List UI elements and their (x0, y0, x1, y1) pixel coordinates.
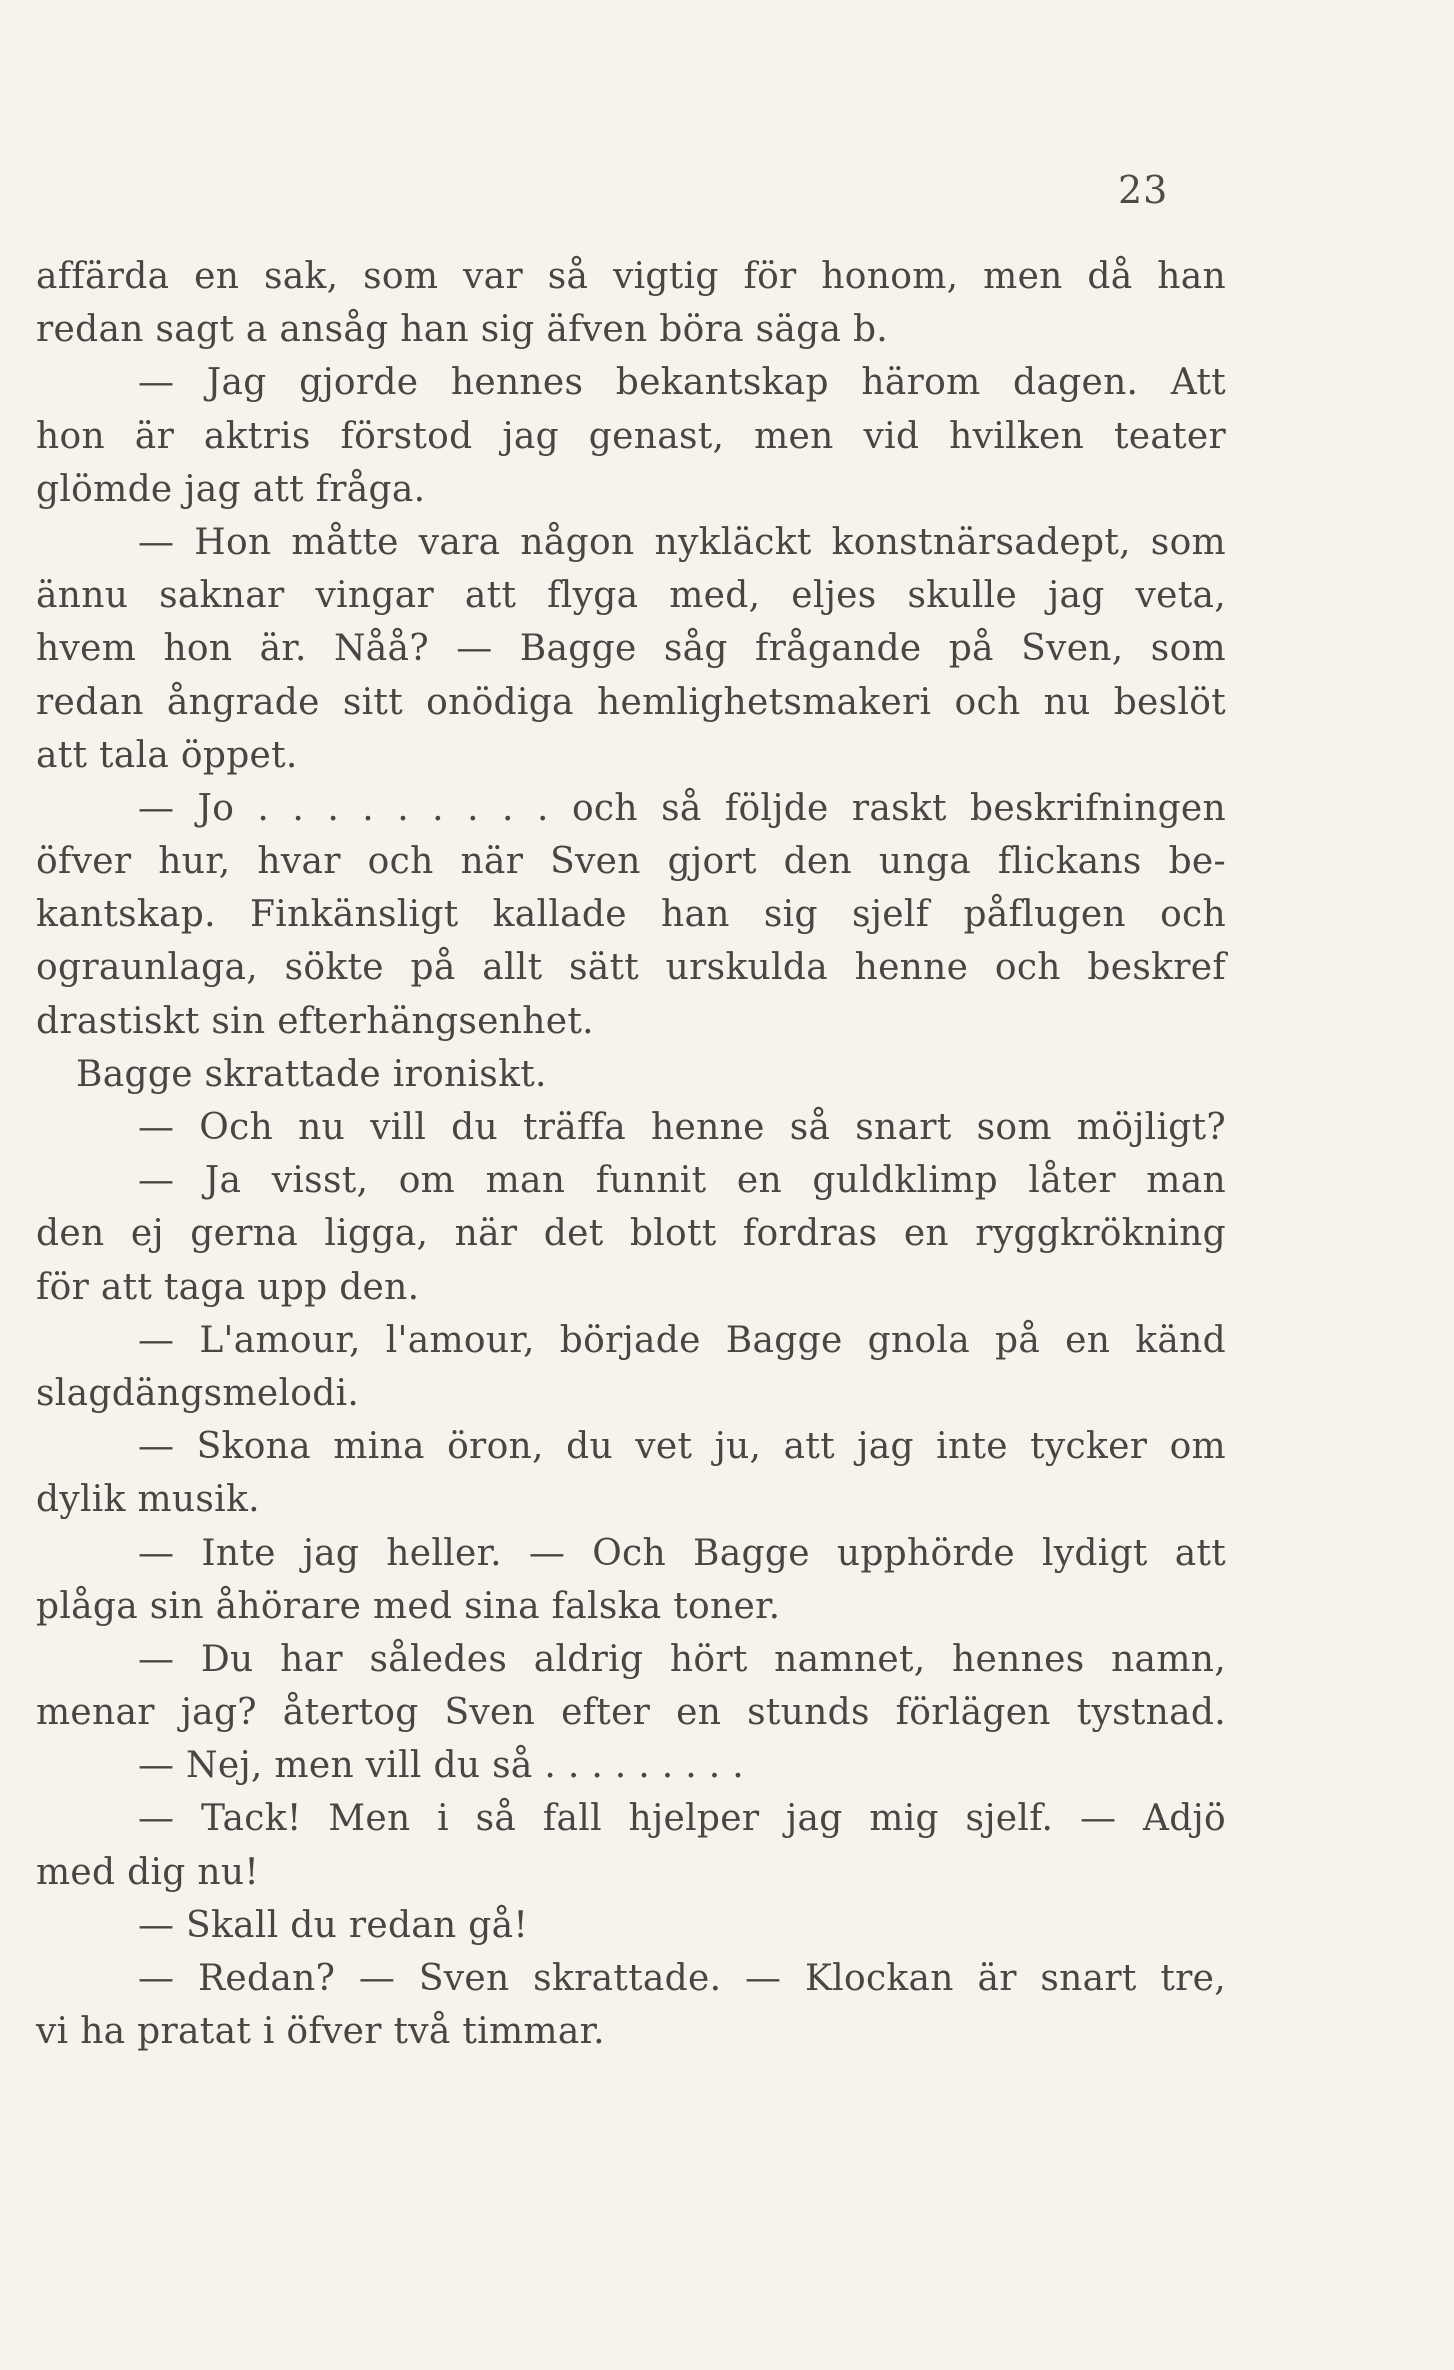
text-line: slagdängsmelodi. (36, 1372, 360, 1414)
text-line: — Hon måtte vara någon nykläckt konstnärsadept, som (138, 521, 1226, 563)
text-line: — Tack! Men i så fall hjelper jag mig sjelf. — Adjö (138, 1798, 1226, 1840)
text-line: — Skona mina öron, du vet ju, att jag inte tycker om (138, 1426, 1226, 1468)
text-line: redan sagt a ansåg han sig äfven böra säga b. (36, 309, 889, 351)
text-line: — Jo . . . . . . . . . och så följde raskt beskrifningen (138, 787, 1226, 829)
text-line: — Ja visst, om man funnit en guldklimp låter man (138, 1160, 1226, 1202)
text-line: den ej gerna ligga, när det blott fordras en ryggkrökning (36, 1213, 1226, 1255)
text-line: affärda en sak, som var så vigtig för honom, men då han (36, 256, 1226, 297)
text-line: — Nej, men vill du så . . . . . . . . . (138, 1745, 744, 1787)
text-line: vi ha pratat i öfver två timmar. (36, 2011, 605, 2053)
text-line: Bagge skrattade ironiskt. (76, 1053, 547, 1095)
text-line: drastiskt sin efterhängsenhet. (36, 1000, 594, 1042)
text-line: — Skall du redan gå! (138, 1904, 529, 1946)
text-line: öfver hur, hvar och när Sven gjort den unga flickans be- (36, 841, 1226, 883)
text-line: ograunlaga, sökte på allt sätt urskulda henne och beskref (36, 947, 1226, 989)
text-line: plåga sin åhörare med sina falska toner. (36, 1585, 781, 1627)
text-line: — Jag gjorde hennes bekantskap härom dagen. Att (138, 362, 1226, 404)
text-line: för att taga upp den. (36, 1266, 420, 1308)
text-body (36, 250, 1226, 2058)
text-line: kantskap. Finkänsligt kallade han sig sjelf påflugen och (36, 894, 1226, 936)
text-line: — Redan? — Sven skrattade. — Klockan är snart tre, (138, 1958, 1226, 1999)
text-line: hvem hon är. Nåå? — Bagge såg frågande på Sven, som (36, 628, 1226, 670)
text-line: hon är aktris förstod jag genast, men vid hvilken teater (36, 415, 1226, 457)
text-line: dylik musik. (36, 1479, 260, 1521)
text-line: — Och nu vill du träffa henne så snart som möjligt? (138, 1107, 1226, 1148)
text-line: — Du har således aldrig hört namnet, hennes namn, (138, 1638, 1226, 1680)
text-line: med dig nu! (36, 1851, 260, 1893)
text-line: redan ångrade sitt onödiga hemlighetsmakeri och nu beslöt (36, 681, 1226, 723)
text-line: ännu saknar vingar att flyga med, eljes skulle jag veta, (36, 575, 1226, 617)
text-line: menar jag? återtog Sven efter en stunds förlägen tystnad. (36, 1692, 1226, 1734)
text-line: — Inte jag heller. — Och Bagge upphörde lydigt att (138, 1532, 1226, 1574)
text-line: glömde jag att fråga. (36, 468, 426, 510)
page-number: 23 (1118, 168, 1169, 212)
text-line: att tala öppet. (36, 734, 298, 776)
text-line: — L'amour, l'amour, började Bagge gnola på en känd (138, 1319, 1226, 1361)
